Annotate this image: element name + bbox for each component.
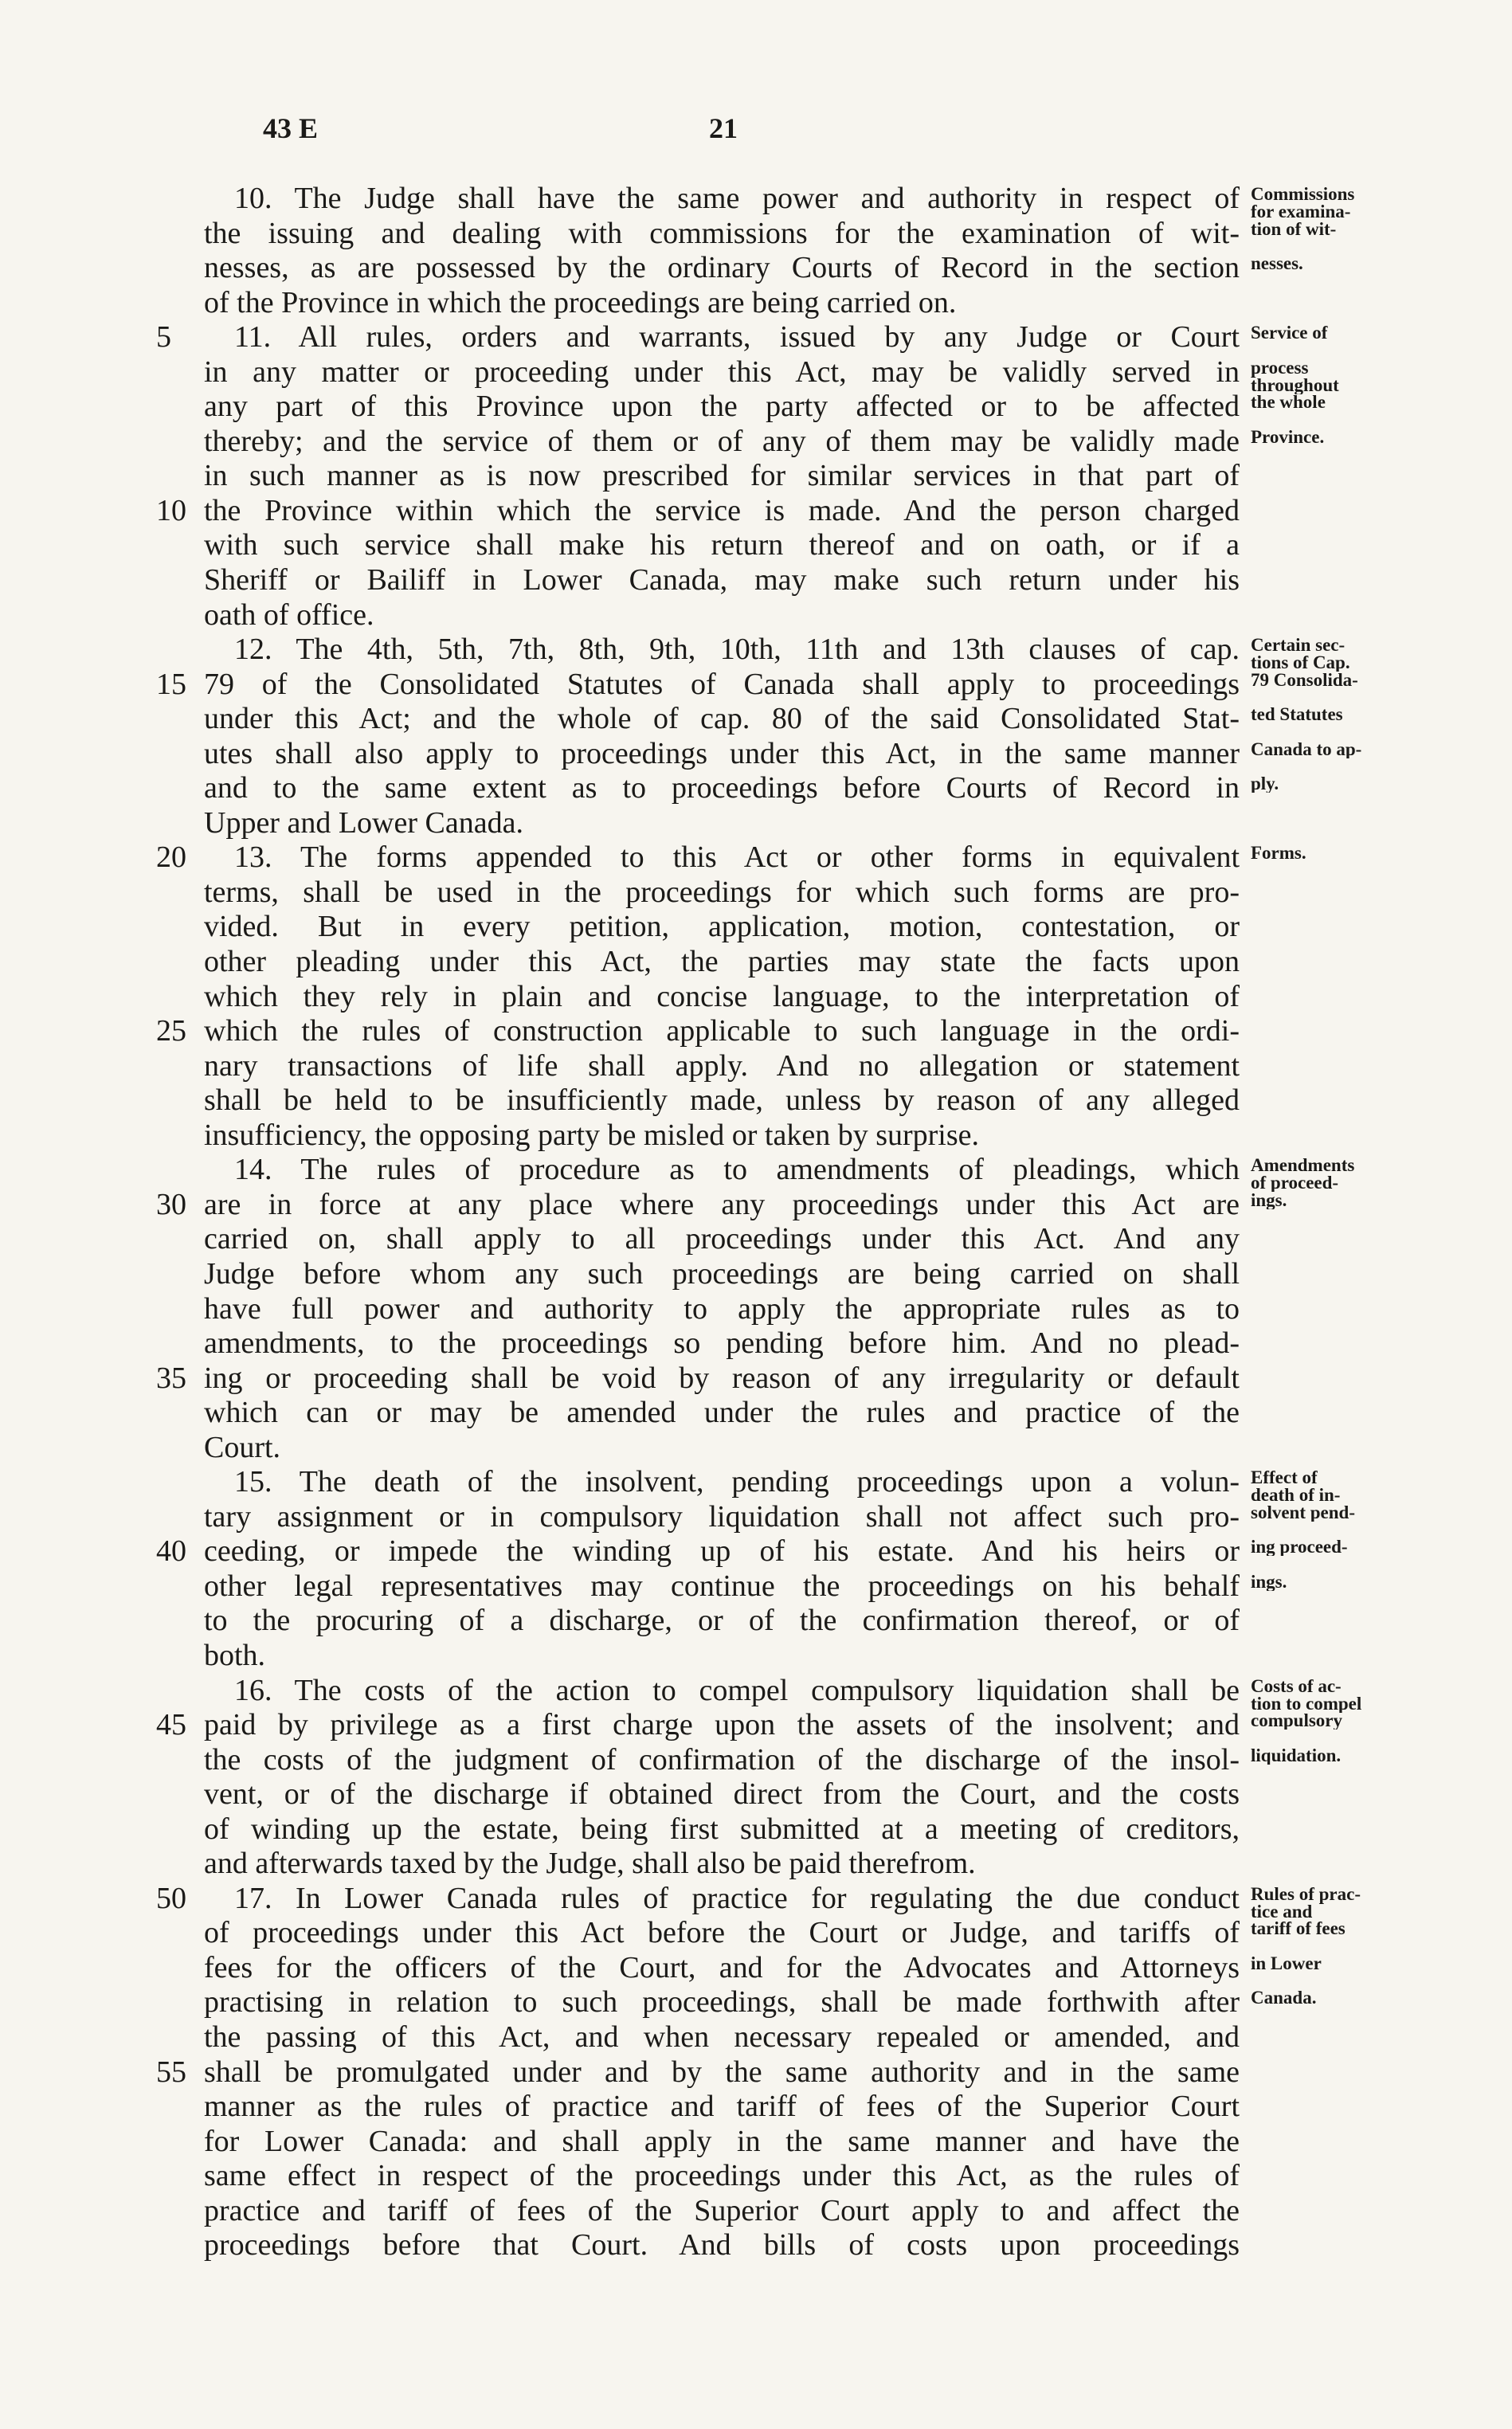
text-line	[0, 2125, 1512, 2160]
line-text: nesses, as are possessed by the ordinary Courts of Record in the section	[204, 251, 1240, 285]
line-text: terms, shall be used in the proceedings for which such forms are pro-	[204, 875, 1240, 909]
text-line	[0, 1083, 1512, 1119]
line-text: thereby; and the service of them or of any of them may be validly made	[204, 424, 1240, 458]
side-note	[1251, 741, 1506, 758]
side-note-line: Costs of ac-	[1251, 1677, 1342, 1696]
side-note-line: liquidation.	[1251, 1746, 1342, 1765]
text-line	[0, 1431, 1512, 1466]
side-note-line: Commissions	[1251, 186, 1355, 204]
text-line	[0, 355, 1512, 394]
text-line	[0, 217, 1512, 252]
side-note-line: 79 Consolida-	[1251, 671, 1358, 689]
side-note-line: death of in-	[1251, 1485, 1341, 1505]
line-text: carried on, shall apply to all proceedings under this Act. And any	[204, 1222, 1240, 1256]
line-text: shall be held to be insufficiently made, unless by reason of any alleged	[204, 1083, 1240, 1118]
side-note	[1251, 1920, 1506, 1937]
text-line	[0, 668, 1512, 703]
line-text: practice and tariff of fees of the Superior Court apply to and affect the	[204, 2193, 1240, 2227]
text-line	[0, 2194, 1512, 2229]
side-note	[1251, 637, 1506, 672]
text-line	[0, 2090, 1512, 2125]
text-line	[0, 910, 1512, 945]
line-text: in any matter or proceeding under this Act, may be validly served in	[204, 355, 1240, 389]
side-note	[1251, 1573, 1506, 1591]
text-line	[0, 563, 1512, 598]
text-line	[0, 494, 1512, 529]
side-note	[1251, 672, 1506, 689]
side-note-line: Effect of	[1251, 1469, 1318, 1488]
text-line	[0, 1119, 1512, 1154]
print-number: 43 E	[263, 112, 319, 144]
text-line	[0, 633, 1512, 672]
line-text: the Province within which the service is made. And the person charged	[204, 493, 1240, 527]
text-line	[0, 1534, 1512, 1569]
line-text: vided. But in every petition, application, motion, contestation, or	[204, 910, 1240, 944]
text-line	[0, 598, 1512, 633]
line-text: oath of office.	[204, 597, 374, 632]
line-text: Sheriff or Bailiff in Lower Canada, may make such return under his	[204, 563, 1240, 597]
side-note	[1251, 394, 1506, 411]
text-line	[0, 182, 1512, 221]
line-text: shall be promulgated under and by the same authority and in the same	[204, 2055, 1240, 2089]
side-note-line: Canada to ap-	[1251, 740, 1362, 758]
line-text: paid by privilege as a first charge upon the assets of the insolvent; and	[204, 1708, 1240, 1742]
line-number: 30	[156, 1187, 186, 1221]
text-line	[0, 2159, 1512, 2194]
text-line	[0, 425, 1512, 460]
line-text: of winding up the estate, being first submitted at a meeting of creditors,	[204, 1812, 1240, 1846]
side-note	[1251, 255, 1506, 272]
side-note-line: Canada.	[1251, 1989, 1317, 2008]
line-text: fees for the officers of the Court, and for the Advocates and Attorneys	[204, 1950, 1240, 1984]
line-text: ing or proceeding shall be void by reason of any irregularity or default	[204, 1361, 1240, 1395]
line-text: have full power and authority to apply the appropriate rules as to	[204, 1291, 1240, 1326]
text-line	[0, 1361, 1512, 1397]
line-text: 13. The forms appended to this Act or other forms in equivalent	[234, 840, 1240, 875]
side-note-line: ing proceed-	[1251, 1538, 1348, 1557]
line-text: ceeding, or impede the winding up of his estate. And his heirs or	[204, 1534, 1240, 1569]
text-line	[0, 1847, 1512, 1882]
side-note-line: ings.	[1251, 1191, 1287, 1209]
side-note	[1251, 324, 1506, 342]
line-text: 79 of the Consolidated Statutes of Canada shall apply to proceedings	[204, 667, 1240, 701]
text-line	[0, 1569, 1512, 1604]
text-line	[0, 1292, 1512, 1327]
side-note-line: for examina-	[1251, 202, 1351, 221]
line-number: 25	[156, 1014, 186, 1048]
side-note	[1251, 1989, 1506, 2007]
line-text: nary transactions of life shall apply. And no allegation or statement	[204, 1048, 1240, 1083]
text-line	[0, 737, 1512, 772]
line-text: proceedings before that Court. And bills of costs upon proceedings	[204, 2228, 1240, 2262]
text-line	[0, 1673, 1512, 1713]
side-note-line: compulsory	[1251, 1712, 1342, 1730]
side-note	[1251, 359, 1506, 394]
side-note	[1251, 429, 1506, 446]
side-note-line: Forms.	[1251, 844, 1306, 863]
line-text: to the procuring of a discharge, or of the confirmation thereof, or of	[204, 1604, 1240, 1638]
line-text: in such manner as is now prescribed for similar services in that part of	[204, 459, 1240, 493]
line-text: same effect in respect of the proceedings under this Act, as the rules of	[204, 2159, 1240, 2193]
line-text: Court.	[204, 1430, 281, 1464]
line-number: 5	[156, 320, 171, 355]
text-line	[0, 390, 1512, 425]
line-text: with such service shall make his return thereof and on oath, or if a	[204, 528, 1240, 562]
line-text: other legal representatives may continue the proceedings on his behalf	[204, 1569, 1240, 1603]
text-line	[0, 459, 1512, 494]
side-note-line: of proceed-	[1251, 1173, 1339, 1193]
line-text: manner as the rules of practice and tariff of fees of the Superior Court	[204, 2090, 1240, 2124]
side-note-line: Rules of prac-	[1251, 1885, 1361, 1904]
text-line	[0, 1916, 1512, 1951]
side-note	[1251, 1712, 1506, 1730]
line-text: Upper and Lower Canada.	[204, 805, 523, 840]
line-number: 15	[156, 667, 186, 701]
side-note-line: tice and	[1251, 1901, 1313, 1921]
side-note	[1251, 1192, 1506, 1209]
text-line	[0, 1326, 1512, 1361]
line-text: of proceedings under this Act before the Court or Judge, and tariffs of	[204, 1916, 1240, 1950]
line-text: under this Act; and the whole of cap. 80 of the said Consolidated Stat-	[204, 702, 1240, 736]
side-note-line: solvent pend-	[1251, 1503, 1355, 1522]
side-note-line: in Lower	[1251, 1954, 1322, 1973]
page-number: 21	[709, 112, 738, 144]
line-text: 17. In Lower Canada rules of practice for regulating the due conduct	[234, 1881, 1240, 1915]
text-line	[0, 980, 1512, 1015]
line-number: 35	[156, 1361, 186, 1395]
line-text: tary assignment or in compulsory liquidation shall not affect such pro-	[204, 1499, 1240, 1534]
side-note-line: Certain sec-	[1251, 637, 1346, 656]
text-line	[0, 1188, 1512, 1223]
line-text: of the Province in which the proceedings are being carried on.	[204, 285, 957, 319]
text-line	[0, 1777, 1512, 1812]
line-text: 10. The Judge shall have the same power and authority in respect of	[234, 182, 1240, 215]
side-note-line: throughout	[1251, 374, 1339, 394]
side-note-line: the whole	[1251, 394, 1326, 412]
text-line	[0, 1604, 1512, 1639]
line-text: which they rely in plain and concise language, to the interpretation of	[204, 979, 1240, 1013]
side-note	[1251, 1504, 1506, 1522]
text-line	[0, 876, 1512, 911]
line-text: which can or may be amended under the rules and practice of the	[204, 1396, 1240, 1430]
line-text: 15. The death of the insolvent, pending proceedings upon a volun-	[234, 1465, 1240, 1499]
line-number: 40	[156, 1534, 186, 1569]
text-line	[0, 945, 1512, 980]
text-line	[0, 286, 1512, 321]
line-text: vent, or of the discharge if obtained direct from the Court, and the costs	[204, 1777, 1240, 1812]
text-line	[0, 1743, 1512, 1778]
text-line	[0, 251, 1512, 286]
line-number: 55	[156, 2055, 186, 2089]
side-note-line: Province.	[1251, 428, 1325, 446]
side-note-line: nesses.	[1251, 255, 1303, 273]
text-line	[0, 1881, 1512, 1921]
line-text: 14. The rules of procedure as to amendments of pleadings, which	[234, 1153, 1240, 1187]
side-note	[1251, 775, 1506, 793]
text-line	[0, 771, 1512, 806]
text-line	[0, 1708, 1512, 1743]
side-note-line: tion of wit-	[1251, 220, 1337, 238]
line-text: practising in relation to such proceedings, shall be made forthwith after	[204, 1985, 1240, 2020]
side-note	[1251, 1747, 1506, 1765]
line-text: which the rules of construction applicable to such language in the ordi-	[204, 1014, 1240, 1048]
line-text: and afterwards taxed by the Judge, shall also be paid therefrom.	[204, 1847, 976, 1881]
side-note	[1251, 1678, 1506, 1713]
line-text: are in force at any place where any proceedings under this Act are	[204, 1187, 1240, 1221]
line-text: insufficiency, the opposing party be misled or taken by surprise.	[204, 1118, 980, 1152]
line-text: other pleading under this Act, the parties may state the facts upon	[204, 945, 1240, 979]
text-line	[0, 2055, 1512, 2090]
line-number: 45	[156, 1708, 186, 1742]
text-line	[0, 2228, 1512, 2263]
line-text: the costs of the judgment of confirmation of the discharge of the insol-	[204, 1742, 1240, 1777]
line-number: 20	[156, 840, 186, 875]
line-number: 50	[156, 1881, 186, 1915]
text-line	[0, 840, 1512, 876]
line-text: 11. All rules, orders and warrants, issued by any Judge or Court	[234, 320, 1240, 355]
line-text: and to the same extent as to proceedings before Courts of Record in	[204, 771, 1240, 805]
side-note	[1251, 706, 1506, 723]
text-line	[0, 1985, 1512, 2020]
side-note-line: tion to compel	[1251, 1693, 1362, 1713]
side-note-line: ply.	[1251, 775, 1279, 793]
line-text: 12. The 4th, 5th, 7th, 8th, 9th, 10th, 11th and 13th clauses of cap.	[234, 633, 1240, 667]
line-text: the passing of this Act, and when necessary repealed or amended, and	[204, 2020, 1240, 2054]
side-note	[1251, 1469, 1506, 1504]
text-line	[0, 1153, 1512, 1193]
line-text: for Lower Canada: and shall apply in the same manner and have the	[204, 2124, 1240, 2158]
line-text: utes shall also apply to proceedings under this Act, in the same manner	[204, 736, 1240, 770]
text-line	[0, 1639, 1512, 1674]
side-note	[1251, 186, 1506, 221]
side-note-line: tariff of fees	[1251, 1920, 1346, 1938]
body-text	[0, 182, 1512, 2263]
text-line	[0, 1500, 1512, 1535]
text-line	[0, 1222, 1512, 1257]
text-line	[0, 1049, 1512, 1084]
side-note	[1251, 1955, 1506, 1973]
side-note	[1251, 1157, 1506, 1192]
text-line	[0, 1465, 1512, 1505]
line-text: both.	[204, 1638, 266, 1672]
text-line	[0, 1014, 1512, 1049]
text-line	[0, 1257, 1512, 1292]
text-line	[0, 806, 1512, 841]
side-note-line: ings.	[1251, 1573, 1287, 1591]
line-text: amendments, to the proceedings so pending before him. And no plead-	[204, 1326, 1240, 1361]
line-text: any part of this Province upon the party affected or to be affected	[204, 390, 1240, 424]
line-text: 16. The costs of the action to compel compulsory liquidation shall be	[234, 1673, 1240, 1707]
side-note-line: process	[1251, 358, 1309, 378]
side-note	[1251, 1538, 1506, 1556]
text-line	[0, 320, 1512, 355]
text-line	[0, 702, 1512, 737]
side-note-line: tions of Cap.	[1251, 652, 1350, 672]
line-number: 10	[156, 493, 186, 527]
side-note-line: ted Statutes	[1251, 706, 1343, 724]
line-text: the issuing and dealing with commissions for the examination of wit-	[204, 216, 1240, 250]
side-note	[1251, 1886, 1506, 1921]
side-note-line: Service of	[1251, 324, 1328, 343]
text-line	[0, 1951, 1512, 1986]
side-note	[1251, 844, 1506, 862]
side-note	[1251, 221, 1506, 238]
text-line	[0, 2020, 1512, 2055]
line-text: Judge before whom any such proceedings are being carried on shall	[204, 1256, 1240, 1291]
text-line	[0, 1812, 1512, 1847]
text-line	[0, 1396, 1512, 1431]
text-line	[0, 528, 1512, 563]
side-note-line: Amendments	[1251, 1157, 1355, 1176]
